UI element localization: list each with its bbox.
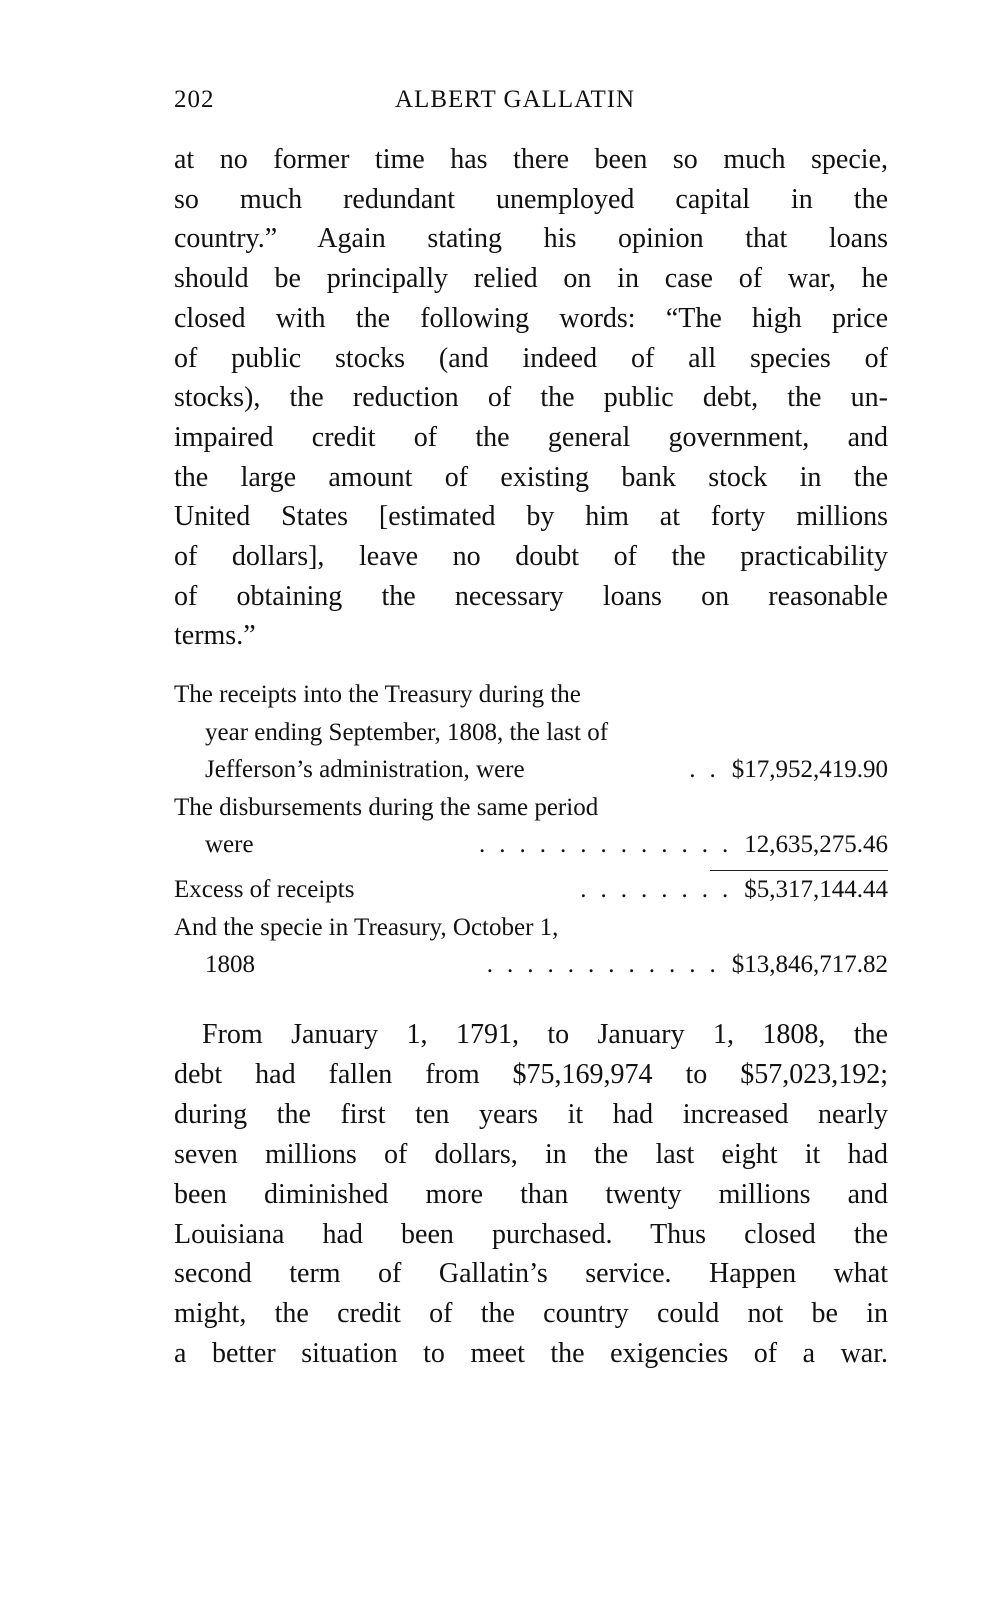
text-line: debt had fallen from $75,169,974 to $57,023,192; [174, 1058, 888, 1090]
text-line: stocks), the reduction of the public debt, the un- [174, 382, 888, 414]
table-dots [598, 789, 888, 826]
text-line: a better situation to meet the exigencies of a war. [174, 1338, 888, 1370]
table-label: Excess of receipts [174, 876, 355, 903]
text-line: at no former time has there been so much specie, [174, 144, 888, 175]
text-line: should be principally relied on in case of war, he [174, 263, 888, 295]
table-row [205, 826, 888, 863]
table-label: And the specie in Treasury, October 1, [174, 914, 559, 941]
table-amount: $13,846,717.82 [731, 951, 888, 978]
table-label: The receipts into the Treasury during the [174, 681, 581, 708]
text-line: Louisiana had been purchased. Thus closed the [174, 1218, 888, 1250]
table-row [174, 789, 888, 826]
table-dots: ............ [486, 951, 730, 978]
table-row [174, 909, 888, 946]
text-line: of dollars], leave no doubt of the practicability [174, 541, 888, 572]
table-dots: .. [689, 756, 730, 783]
text-line: impaired credit of the general government, and [174, 421, 888, 453]
table-amount: 12,635,275.46 [744, 831, 888, 858]
table-amount: $17,952,419.90 [731, 756, 888, 783]
text-line: the large amount of existing bank stock in the [174, 461, 888, 493]
text-line: might, the credit of the country could not be in [174, 1298, 888, 1330]
table-dots: ........ [580, 876, 743, 903]
page-number: 202 [174, 86, 215, 113]
table-dots: ............. [479, 831, 743, 858]
text-line: so much redundant unemployed capital in the [174, 183, 888, 215]
text-line: seven millions of dollars, in the last eight it had [174, 1138, 888, 1170]
table-row [174, 676, 888, 713]
table-dots [558, 909, 888, 946]
sum-rule [710, 870, 888, 871]
text-line: of obtaining the necessary loans on reasonable [174, 580, 888, 612]
table-row [174, 871, 888, 908]
table-label: 1808 [205, 951, 255, 978]
table-label: The disbursements during the same period [174, 794, 599, 821]
text-line: closed with the following words: “The high price [174, 302, 888, 334]
text-line: of public stocks (and indeed of all species of [174, 342, 888, 374]
table-label: year ending September, 1808, the last of [205, 719, 609, 746]
table-row [205, 946, 888, 983]
table-label: Jefferson’s administration, were [205, 756, 525, 783]
text-line: been diminished more than twenty millions and [174, 1178, 888, 1210]
table-amount: $5,317,144.44 [744, 876, 888, 903]
table-label: were [205, 831, 254, 858]
text-line: United States [estimated by him at forty millions [174, 501, 888, 533]
text-line: during the first ten years it had increased nearly [174, 1098, 888, 1130]
table-dots [608, 714, 888, 751]
text-line: country.” Again stating his opinion that loans [174, 223, 888, 255]
table-row [205, 714, 888, 751]
text-line: terms.” [174, 620, 256, 652]
table-dots [581, 676, 888, 713]
text-line: second term of Gallatin’s service. Happen what [174, 1258, 888, 1290]
running-title: ALBERT GALLATIN [395, 86, 636, 113]
table-row [205, 751, 888, 788]
text-line: From January 1, 1791, to January 1, 1808, the [174, 1019, 888, 1050]
